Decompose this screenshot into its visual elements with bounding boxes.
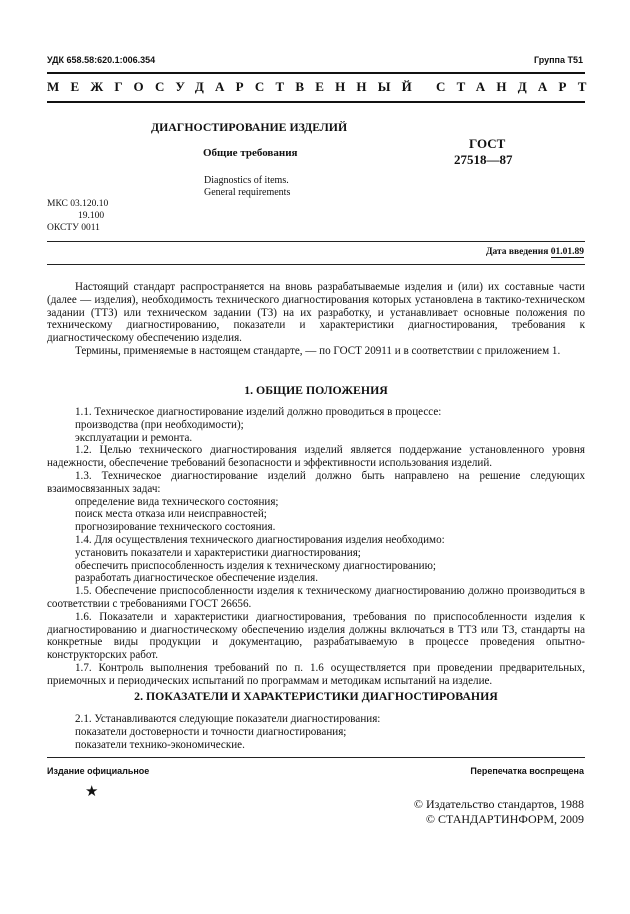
document-subtitle: Общие требования xyxy=(203,147,298,159)
mks-code-2: 19.100 xyxy=(78,211,105,221)
gost-label: ГОСТ xyxy=(469,136,506,151)
clause-1-6: 1.6. Показатели и характеристики диагностирования, требования по приспособленности изделия к диагностированию и диагностическому обеспечению изделия должны включаться в ТТЗ или ТЗ, стандарты на конкретные виды продукции и документацию, разрабатываемую в процессе проведения опытно-конструкторских работ. xyxy=(47,610,585,662)
okstu-code: ОКСТУ 0011 xyxy=(47,223,100,233)
reprint-prohibited: Перепечатка воспрещена xyxy=(470,766,584,776)
mks-code: МКС 03.120.10 xyxy=(47,199,109,209)
clause-2-1-item: показатели достоверности и точности диагностирования; xyxy=(75,725,347,738)
official-edition: Издание официальное xyxy=(47,766,150,776)
clause-1-3-item: поиск места отказа или неисправностей; xyxy=(75,508,267,521)
clause-1-4-item: разработать диагностическое обеспечение изделия. xyxy=(75,572,318,585)
intro-paragraph-2: Термины, применяемые в настоящем стандарте, — по ГОСТ 20911 и в соответствии с приложением 1. xyxy=(75,344,561,357)
section-1-text xyxy=(47,406,585,688)
english-title-line1: Diagnostics of items. xyxy=(204,175,289,186)
gost-number: 27518—87 xyxy=(454,152,513,167)
introduction-date xyxy=(486,247,584,257)
section-2-heading: 2. ПОКАЗАТЕЛИ И ХАРАКТЕРИСТИКИ ДИАГНОСТИРОВАНИЯ xyxy=(134,689,498,703)
clause-1-4: 1.4. Для осуществления технического диагностирования изделия необходимо: xyxy=(75,533,445,546)
copyright-publisher: © Издательство стандартов, 1988 xyxy=(413,797,584,811)
header-rule-bottom xyxy=(47,101,585,103)
clause-1-1: 1.1. Техническое диагностирование изделий должно проводиться в процессе: xyxy=(75,406,442,418)
section-1-heading: 1. ОБЩИЕ ПОЛОЖЕНИЯ xyxy=(244,383,388,397)
title-block-rule xyxy=(47,241,585,242)
banner-interstate: МЕЖГОСУДАРСТВЕННЫЙ xyxy=(47,79,423,94)
clause-1-1-item: производства (при необходимости); xyxy=(75,418,244,431)
document-title: ДИАГНОСТИРОВАНИЕ ИЗДЕЛИЙ xyxy=(151,120,348,134)
clause-2-1-item: показатели технико-экономические. xyxy=(75,738,245,751)
english-title-line2: General requirements xyxy=(204,187,291,198)
introduction-date-value: 01.01.89 xyxy=(550,247,584,257)
clause-1-4-item: установить показатели и характеристики диагностирования; xyxy=(75,546,361,559)
header-rule-top xyxy=(47,72,585,74)
clause-1-5: 1.5. Обеспечение приспособленности изделия к техническому диагностированию должно производиться в соответствии с требованиями ГОСТ 26656. xyxy=(47,585,585,610)
clause-2-1: 2.1. Устанавливаются следующие показатели диагностирования: xyxy=(75,713,381,725)
group-code: Группа Т51 xyxy=(533,55,583,65)
clause-1-3-item: определение вида технического состояния; xyxy=(75,495,279,508)
section-2-text xyxy=(47,713,585,751)
clause-1-2: 1.2. Целью технического диагностирования изделий является поддержание установленного уровня надежности, обеспечение требований безопасности и эффективности использования изделий. xyxy=(47,444,585,470)
udk-code: УДК 658.58:620.1:006.354 xyxy=(47,55,156,65)
clause-1-4-item: обеспечить приспособленность изделия к техническому диагностированию; xyxy=(75,559,436,572)
clause-1-3: 1.3. Техническое диагностирование изделий должно быть направлено на решение следующих взаимосвязанных задач: xyxy=(47,469,585,495)
star-icon: ★ xyxy=(85,784,99,800)
intro-paragraph-1: Настоящий стандарт распространяется на вновь разрабатываемые изделия и (или) их составные части (далее — изделия), необходимость технического диагностирования которых установлена в тактико-техническом задании (ТТЗ) или техническом задании (ТЗ) на их разработку, и устанавливает основные положения по техническому диагностированию, показатели и характеристики диагностирования, требования к диагностическому обеспечению изделия. xyxy=(47,281,585,345)
clause-1-1-item: эксплуатации и ремонта. xyxy=(75,431,193,444)
introduction-date-label: Дата введения xyxy=(485,247,549,257)
copyright-standartinform: © СТАНДАРТИНФОРМ, 2009 xyxy=(425,812,584,826)
date-rule xyxy=(47,264,585,265)
clause-1-3-item: прогнозирование технического состояния. xyxy=(75,521,276,534)
banner-standard: СТАНДАРТ xyxy=(436,79,598,94)
footer-rule xyxy=(47,757,585,758)
intro-text xyxy=(47,281,585,358)
clause-1-7: 1.7. Контроль выполнения требований по п. 1.6 осуществляется при проведении предварительных, приемочных и периодических испытаний по программам и методикам испытаний на изделие. xyxy=(47,661,585,687)
